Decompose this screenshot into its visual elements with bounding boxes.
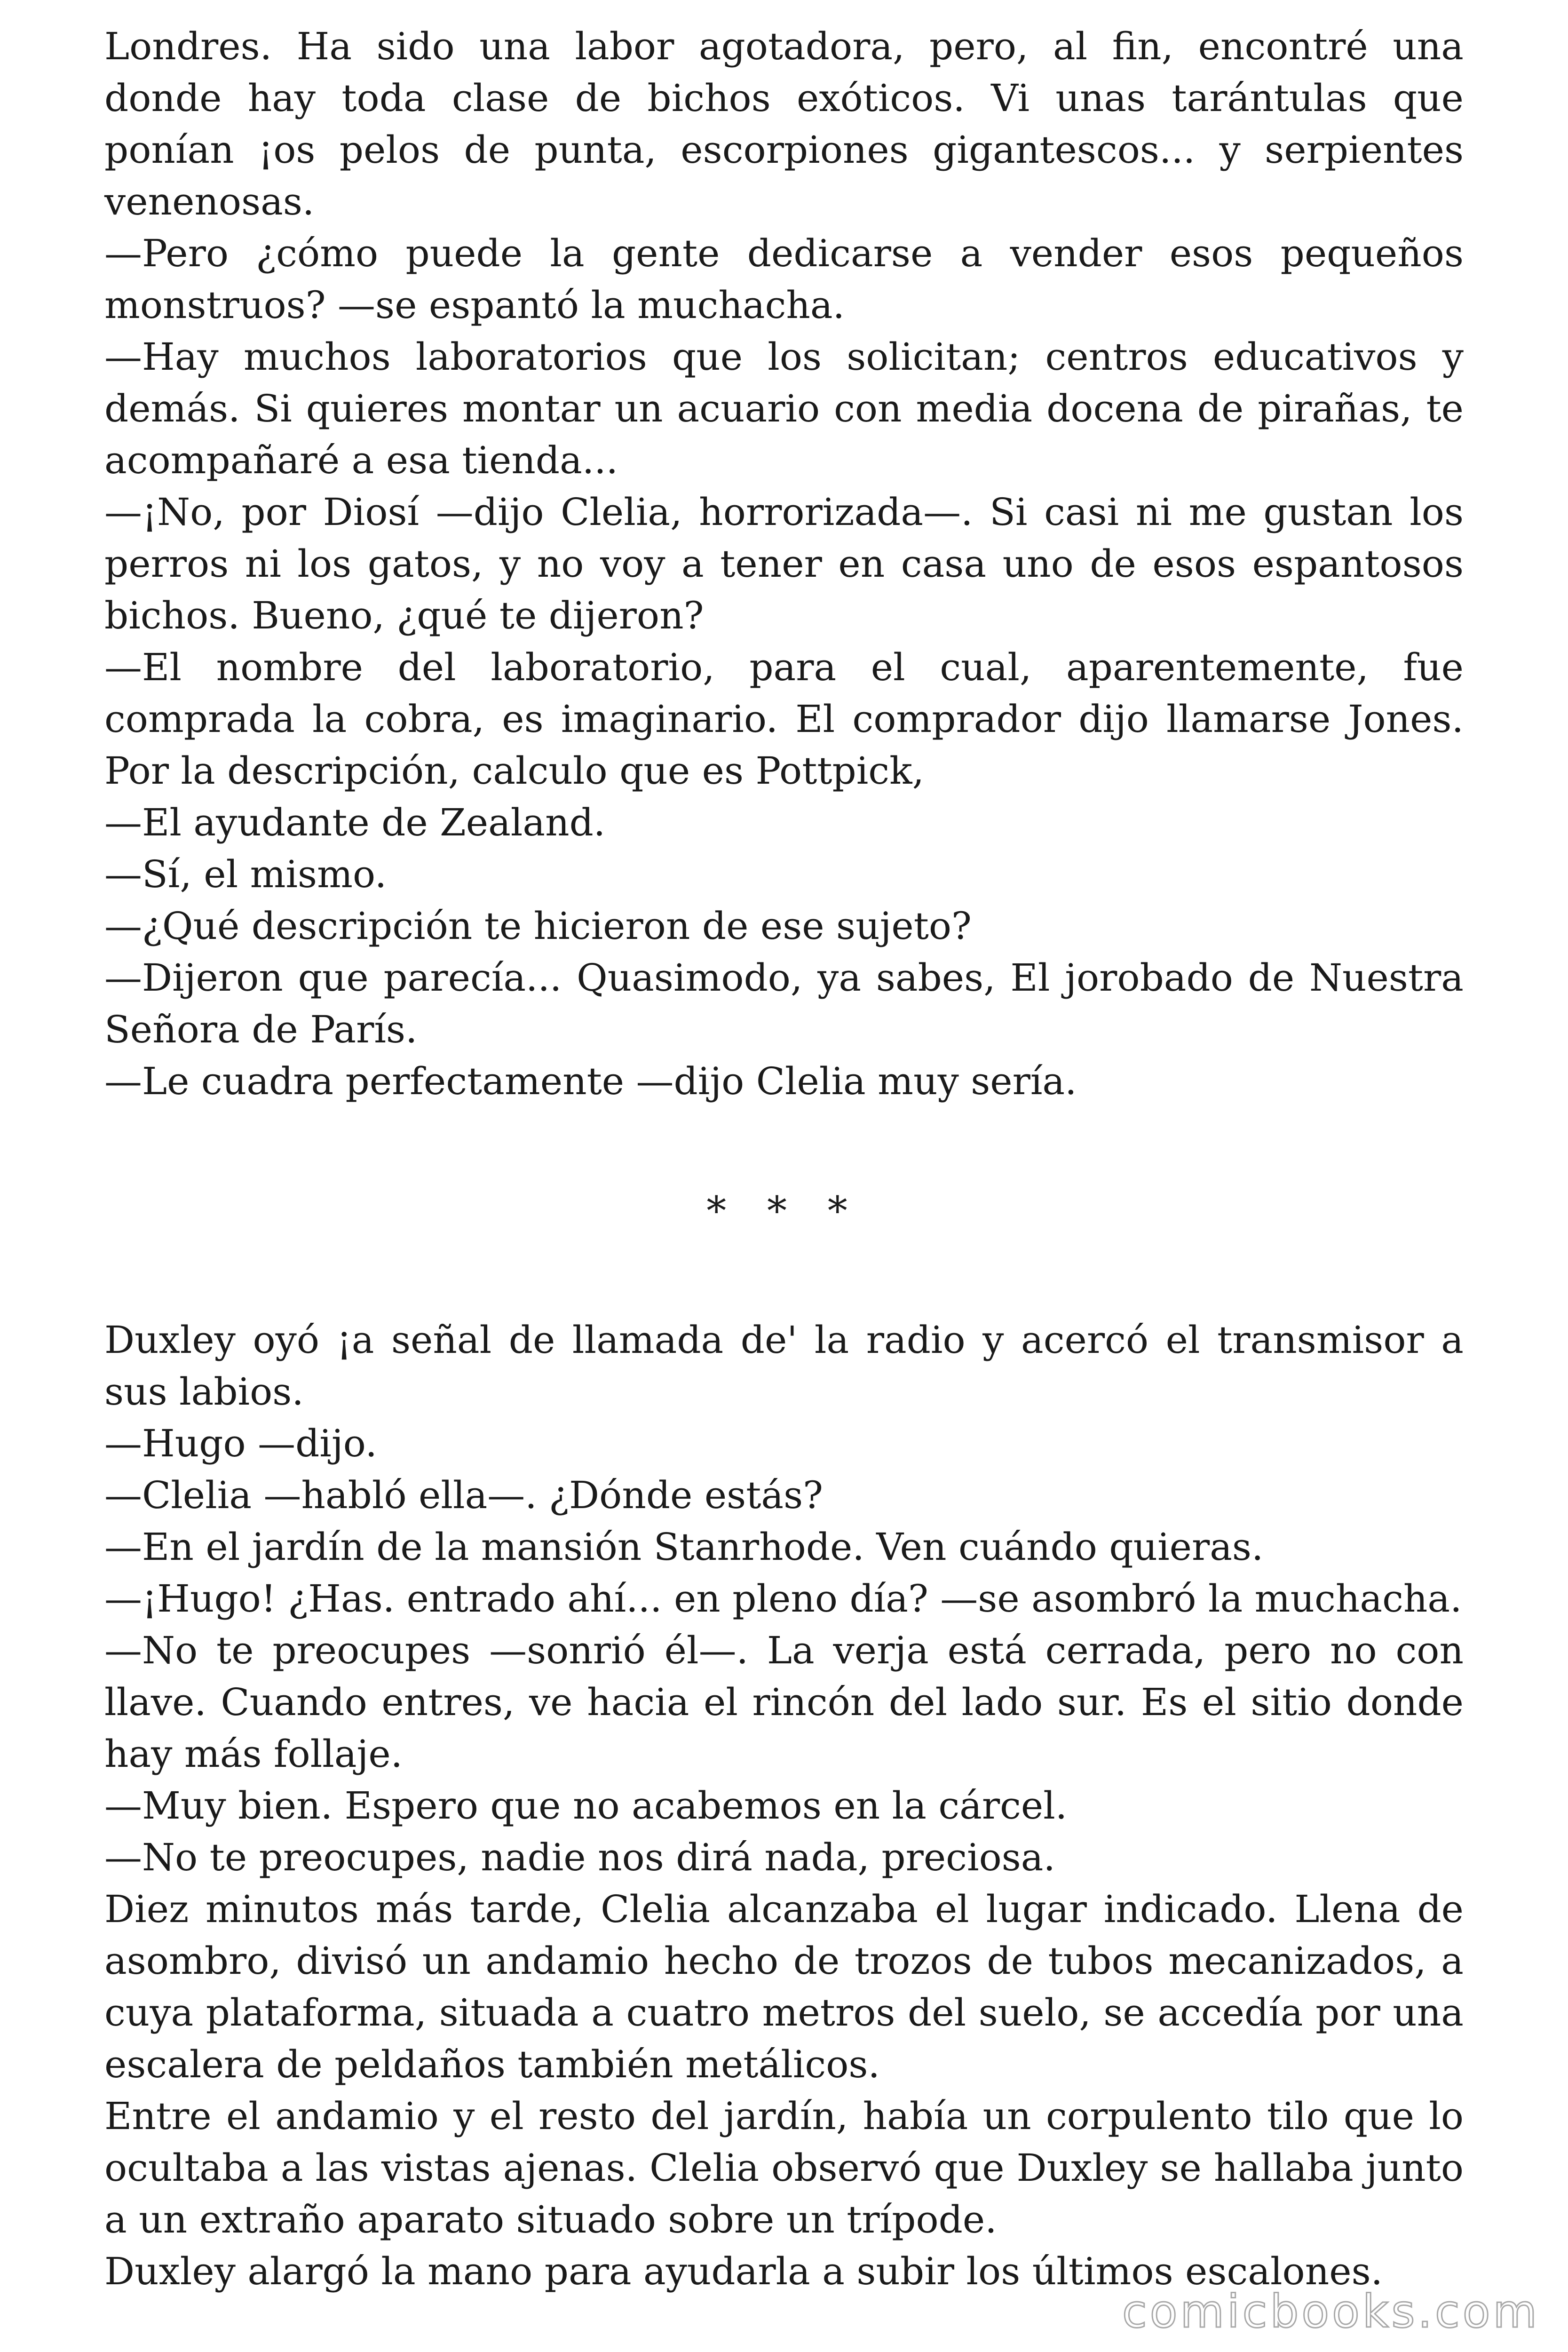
paragraph: —No te preocupes, nadie nos dirá nada, preciosa. xyxy=(104,1836,1055,1879)
paragraph: Londres. Ha sido una labor agotadora, pero, al fin, encontré una donde hay toda clase de bichos exóticos. Vi unas tarántulas que ponían ¡os pelos de punta, escorpiones gigantescos... y serpientes venenosas. xyxy=(104,24,1464,223)
watermark: comicbooks.com xyxy=(1122,2285,1540,2338)
paragraph: Diez minutos más tarde, Clelia alcanzaba el lugar indicado. Llena de asombro, divisó un andamio hecho de trozos de tubos mecanizados, a cuya plataforma, situada a cuatro metros del suelo, se accedía por una escalera de peldaños también metálicos. xyxy=(104,1887,1464,2086)
page-text xyxy=(104,21,1464,2297)
paragraph: —Sí, el mismo. xyxy=(104,852,387,896)
paragraph: —En el jardín de la mansión Stanrhode. Ven cuándo quieras. xyxy=(104,1525,1264,1569)
paragraph: —Dijeron que parecía... Quasimodo, ya sabes, El jorobado de Nuestra Señora de París. xyxy=(104,956,1464,1051)
paragraph: Entre el andamio y el resto del jardín, había un corpulento tilo que lo ocultaba a las vistas ajenas. Clelia observó que Duxley se hallaba junto a un extraño aparato situado sobre un trípode. xyxy=(104,2094,1464,2241)
paragraph: —¡Hugo! ¿Has. entrado ahí... en pleno día? —se asombró la muchacha. xyxy=(104,1577,1462,1621)
paragraph: —Clelia —habló ella—. ¿Dónde estás? xyxy=(104,1473,824,1517)
paragraph: —Hugo —dijo. xyxy=(104,1422,377,1465)
paragraph: —El nombre del laboratorio, para el cual, aparentemente, fue comprada la cobra, es imaginario. El comprador dijo llamarse Jones. Por la descripción, calculo que es Pottpick, xyxy=(104,645,1464,793)
paragraph: —Le cuadra perfectamente —dijo Clelia muy sería. xyxy=(104,1059,1077,1103)
paragraph: —El ayudante de Zealand. xyxy=(104,801,606,844)
paragraph: —Muy bien. Espero que no acabemos en la cárcel. xyxy=(104,1784,1068,1828)
paragraph: —¡No, por Diosí —dijo Clelia, horrorizada—. Si casi ni me gustan los perros ni los gatos, y no voy a tener en casa uno de esos espantosos bichos. Bueno, ¿qué te dijeron? xyxy=(104,490,1464,637)
paragraph: —Hay muchos laboratorios que los solicitan; centros educativos y demás. Si quieres montar un acuario con media docena de pirañas, te acompañaré a esa tienda... xyxy=(104,335,1464,482)
paragraph: —¿Qué descripción te hicieron de ese sujeto? xyxy=(104,904,972,948)
section-separator: * * * xyxy=(706,1188,862,1234)
paragraph: Duxley oyó ¡a señal de llamada de' la radio y acercó el transmisor a sus labios. xyxy=(104,1318,1464,1414)
paragraph: —Pero ¿cómo puede la gente dedicarse a vender esos pequeños monstruos? —se espantó la muchacha. xyxy=(104,231,1464,327)
paragraph: —No te preocupes —sonrió él—. La verja está cerrada, pero no con llave. Cuando entres, ve hacia el rincón del lado sur. Es el sitio donde hay más follaje. xyxy=(104,1629,1464,1776)
paragraph: Duxley alargó la mano para ayudarla a subir los últimos escalones. xyxy=(104,2249,1383,2293)
